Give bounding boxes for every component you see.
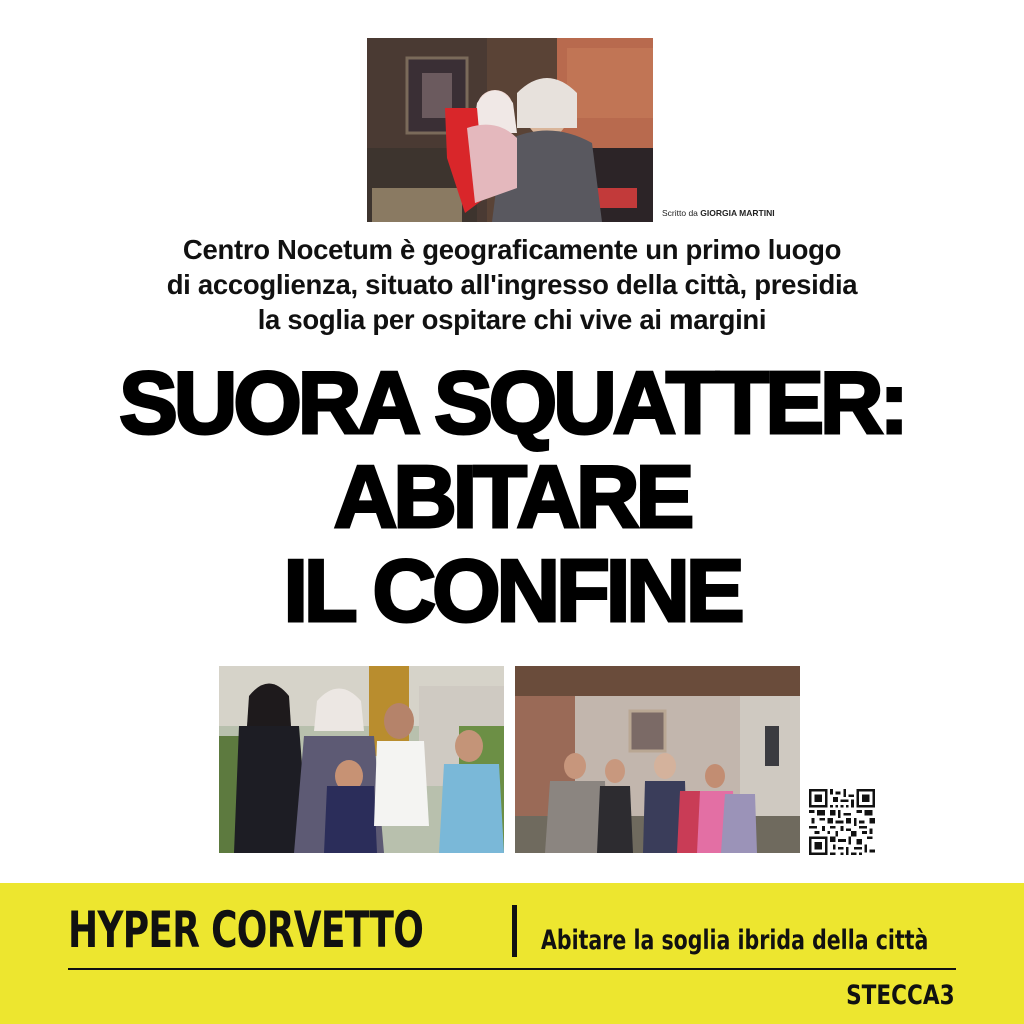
byline	[662, 208, 775, 218]
headline-line-1: SUORA SQUATTER:	[119, 353, 905, 452]
article-subtitle	[60, 232, 964, 337]
brand-title: HYPER CORVETTO	[68, 901, 424, 959]
qr-code-icon[interactable]	[809, 789, 875, 855]
subtitle-line-1: Centro Nocetum è geograficamente un primo luogo	[182, 234, 842, 265]
brand-tagline: Abitare la soglia ibrida della città	[541, 925, 929, 956]
subtitle-line-3: la soglia per ospitare chi vive ai margini	[257, 304, 767, 335]
series-label: STECCA3	[846, 980, 955, 1011]
article-headline	[20, 353, 1004, 640]
byline-author: GIORGIA MARTINI	[700, 208, 775, 218]
subtitle-line-2: di accoglienza, situato all'ingresso della città, presidia	[166, 269, 858, 300]
byline-prefix: Scritto da	[662, 208, 698, 218]
footer-rule	[68, 968, 956, 970]
headline-line-3: IL CONFINE	[283, 541, 741, 640]
brand-divider	[512, 905, 517, 957]
photo-group-in-hall	[515, 666, 800, 853]
photo-nun-with-baby	[367, 38, 653, 222]
headline-line-2: ABITARE	[333, 447, 691, 546]
photo-nun-with-children	[219, 666, 504, 853]
